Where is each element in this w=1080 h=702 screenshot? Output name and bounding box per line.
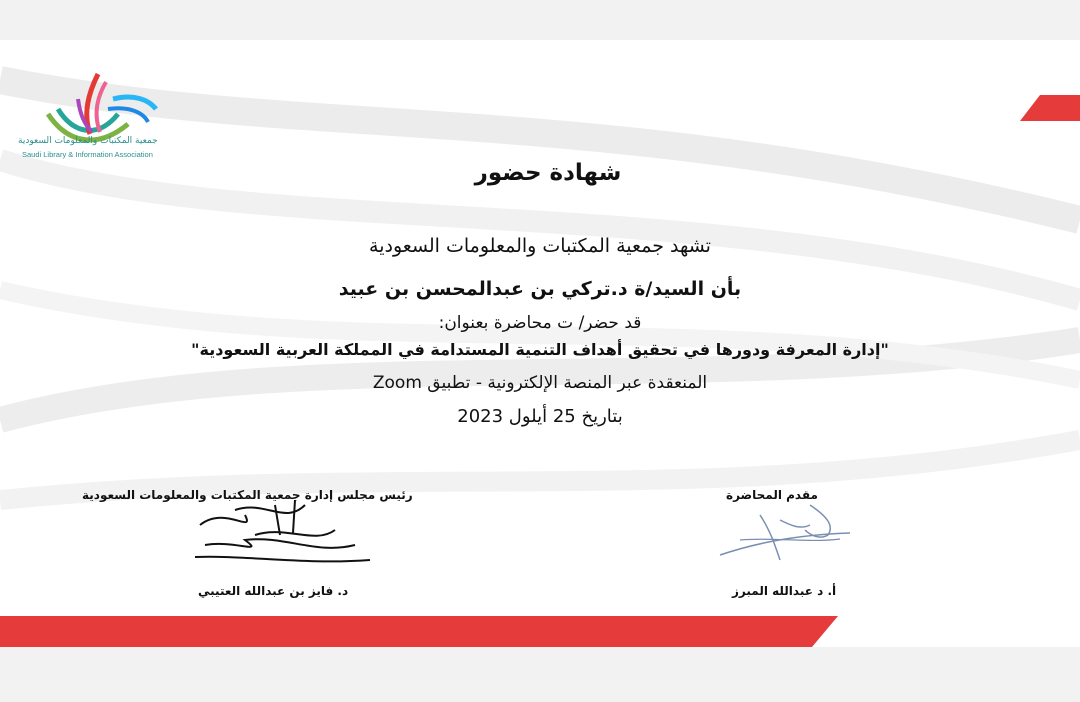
recipient-line: بأن السيد/ة د.تركي بن عبدالمحسن بن عبيد bbox=[338, 278, 742, 300]
date-line: بتاريخ 25 أيلول 2023 bbox=[457, 406, 623, 427]
logo-text-english: Saudi Library & Information Association bbox=[22, 150, 153, 159]
left-signatory-title: رئيس مجلس إدارة جمعية المكتبات والمعلومات السعودية bbox=[82, 488, 413, 502]
left-signature-image bbox=[185, 495, 375, 575]
lecture-title: "إدارة المعرفة ودورها في تحقيق أهداف التنمية المستدامة في المملكة العربية السعودية" bbox=[191, 340, 889, 359]
certificate bbox=[0, 40, 1080, 647]
association-logo-icon bbox=[18, 54, 168, 164]
logo-text-arabic: جمعية المكتبات والمعلومات السعودية bbox=[18, 136, 158, 146]
right-signatory-title: مقدم المحاضرة bbox=[726, 488, 818, 502]
attendance-line: قد حضر/ ت محاضرة بعنوان: bbox=[438, 313, 642, 333]
platform-line: المنعقدة عبر المنصة الإلكترونية - تطبيق Zoom bbox=[372, 373, 708, 393]
right-signature-image bbox=[710, 495, 860, 565]
left-signatory-name: د. فايز بن عبدالله العتيبي bbox=[198, 584, 349, 598]
certificate-title: شهادة حضور bbox=[474, 160, 622, 186]
right-signatory-name: أ. د عبدالله المبرز bbox=[732, 584, 837, 598]
certificate-line-1: تشهد جمعية المكتبات والمعلومات السعودية bbox=[369, 235, 711, 257]
